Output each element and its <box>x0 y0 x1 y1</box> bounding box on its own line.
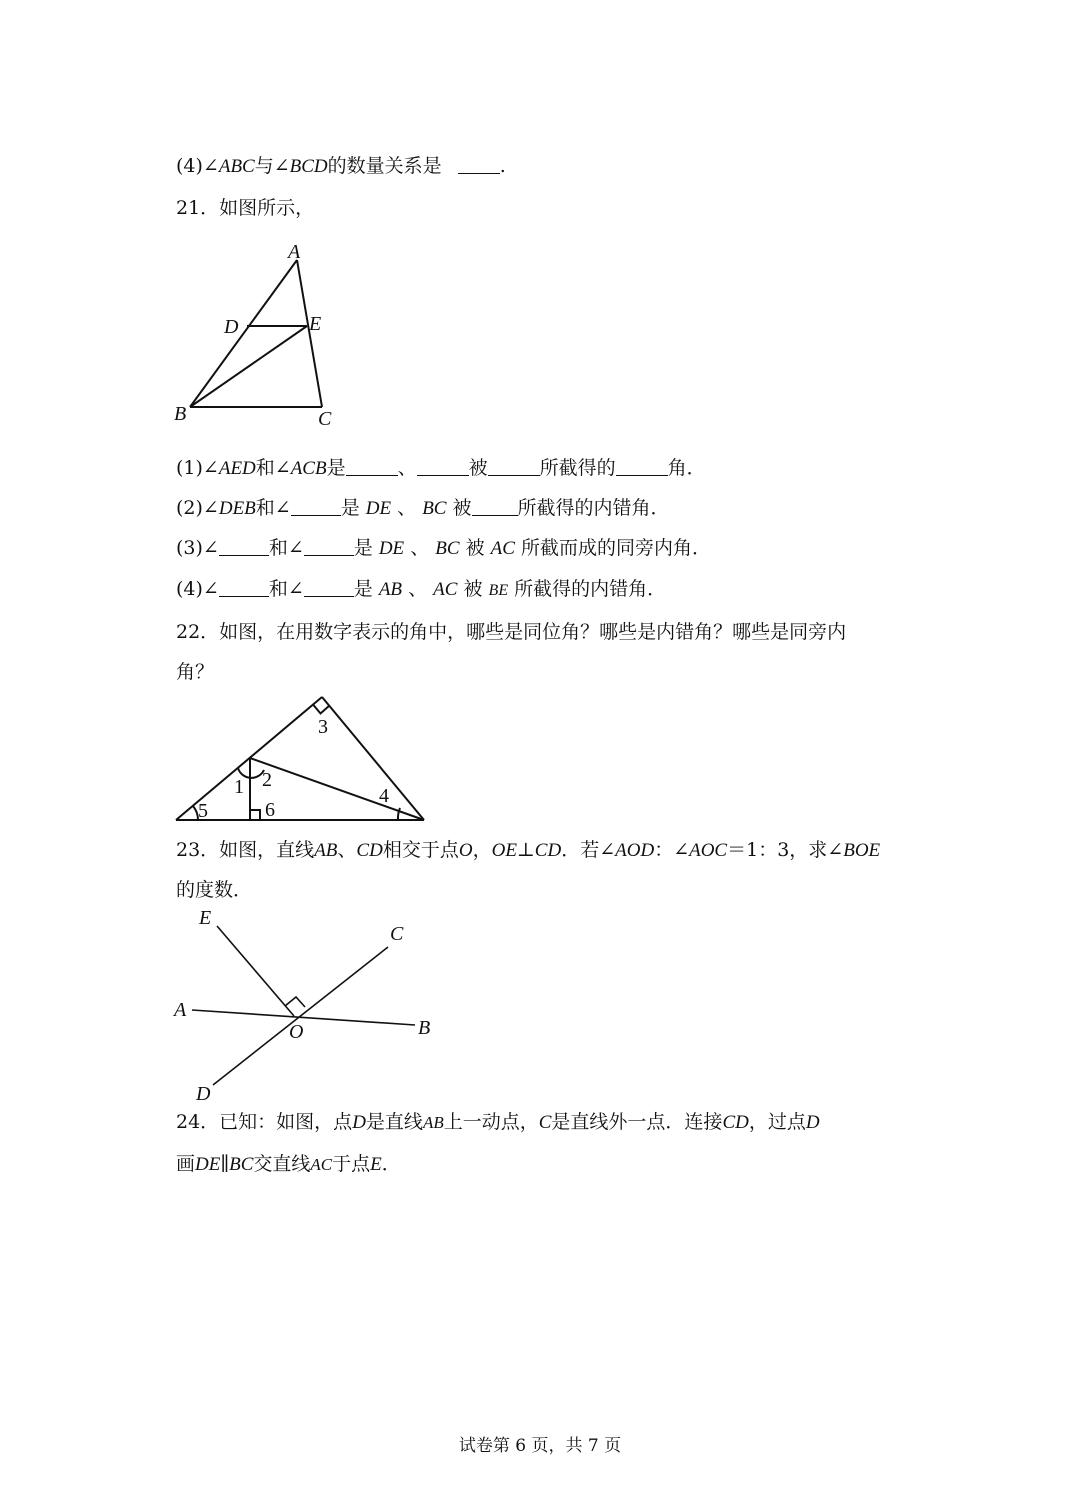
label-C: C <box>390 923 404 945</box>
q22-text-line2: 角？ <box>176 661 215 683</box>
label-D: D <box>196 1083 211 1105</box>
q21-intro: 21．如图所示， <box>176 197 315 219</box>
label-E: E <box>309 313 322 335</box>
q21-part4: (4)∠ 和∠ 是 AB 、 AC 被 BE 所截得的内错角． <box>176 578 667 600</box>
q24-text-line2: 画DE∥BC交直线AC于点E． <box>176 1153 401 1175</box>
page-footer: 试卷第 6 页，共 7 页 <box>458 1436 622 1456</box>
label-B: B <box>418 1017 431 1039</box>
label-C: C <box>318 408 332 430</box>
label-E: E <box>199 907 212 929</box>
q24-text-line1: 24．已知：如图，点D是直线AB上一动点，C是直线外一点．连接CD，过点D <box>176 1111 820 1133</box>
label-A: A <box>288 241 301 263</box>
q20-part4: (4)∠ABC与∠BCD的数量关系是 . <box>176 155 506 177</box>
q23-text-line2: 的度数． <box>176 879 253 901</box>
q22-text-line1: 22．如图，在用数字表示的角中，哪些是同位角？哪些是内错角？哪些是同旁内 <box>176 621 847 643</box>
angle-label-6: 6 <box>265 799 275 821</box>
q23-text-line1: 23．如图，直线AB、CD相交于点O，OE⊥CD．若∠AOD：∠AOC＝1：3，求∠BOE <box>176 839 881 861</box>
label-O: O <box>289 1021 304 1043</box>
angle-label-3: 3 <box>318 716 328 738</box>
angle-label-1: 1 <box>234 776 244 798</box>
label-A: A <box>174 999 187 1021</box>
angle-label-2: 2 <box>262 769 272 791</box>
angle-label-5: 5 <box>198 800 208 822</box>
q21-part2: (2)∠DEB和∠ 是 DE 、 BC 被 所截得的内错角． <box>176 497 670 519</box>
label-D: D <box>224 316 239 338</box>
label-B: B <box>174 403 187 425</box>
q21-part3: (3)∠ 和∠ 是 DE 、 BC 被 AC 所截而成的同旁内角． <box>176 537 711 559</box>
q21-part1: (1)∠AED和∠ACB是 、 被 所截得的 角． <box>176 457 706 479</box>
angle-label-4: 4 <box>379 785 389 807</box>
